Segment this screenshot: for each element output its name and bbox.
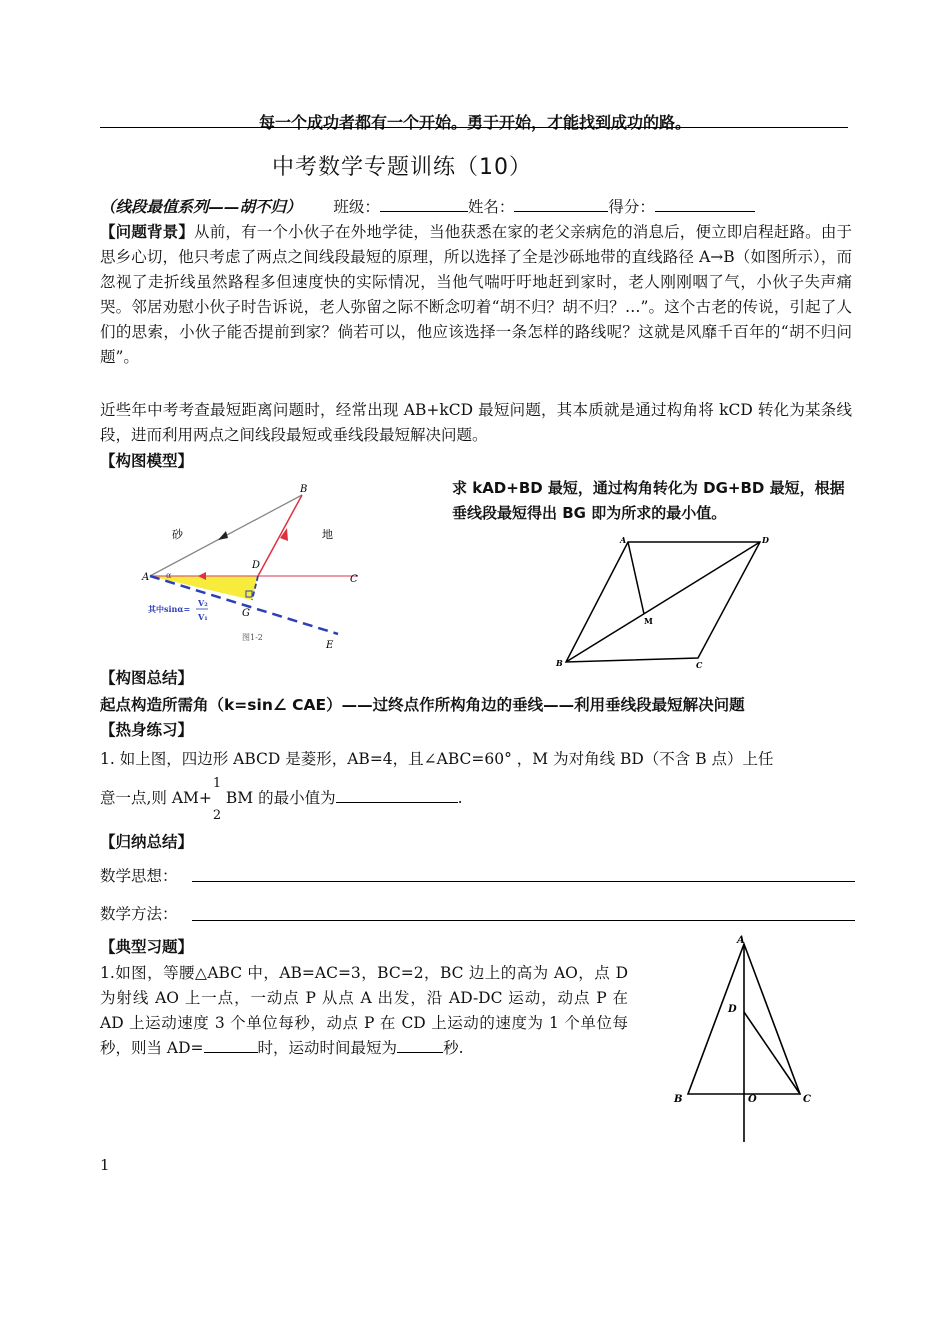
math-thought-line[interactable] — [192, 881, 855, 882]
score-blank[interactable] — [655, 195, 755, 212]
model-description: 求 kAD+BD 最短，通过构角转化为 DG+BD 最短，根据垂线段最短得出 BG 即为所求的最小值。 — [452, 479, 845, 522]
warmup-q1-line2 — [100, 776, 860, 823]
fraction-numerator: 1 — [212, 776, 222, 791]
header-rule — [100, 127, 848, 128]
math-method-line[interactable] — [192, 920, 855, 921]
conclusion-heading: 【归纳总结】 — [100, 833, 194, 851]
fig2-label-a: A — [620, 535, 627, 545]
page-title: 中考数学专题训练（10） — [272, 155, 532, 180]
class-blank[interactable] — [380, 195, 468, 212]
score-label: 得分： — [608, 198, 655, 216]
name-blank[interactable] — [514, 195, 608, 212]
summary-text: 起点构造所需角（k=sin∠ CAE）——过终点作所构角边的垂线——利用垂线段最短解决问题 — [100, 696, 745, 714]
math-method-label: 数学方法： — [100, 905, 178, 923]
fig1-caption: 图1-2 — [242, 633, 263, 642]
fraction-half — [212, 776, 226, 823]
fig1-label-sand: 砂 — [172, 528, 183, 541]
fig1-label-ground: 地 — [322, 528, 333, 541]
fig1-formula-prefix: 其中sinα= — [148, 604, 191, 614]
fig2-segment-am — [628, 542, 644, 614]
class-label: 班级： — [333, 198, 380, 216]
fig1-label-a: A — [142, 572, 150, 583]
typical-heading: 【典型习题】 — [100, 938, 194, 956]
series-label: （线段最值系列——胡不归） — [100, 198, 302, 216]
typical-q1-text-b: 时，运动时间最短为 — [257, 1039, 398, 1057]
fig2-label-b: B — [556, 658, 563, 668]
fig1-formula-den: V₁ — [198, 612, 208, 622]
fig1-label-g: G — [242, 608, 250, 619]
fraction-denominator: 2 — [212, 808, 222, 823]
fig3-label-c: C — [803, 1094, 811, 1105]
fig2-label-m: M — [644, 616, 653, 626]
warmup-answer-blank[interactable] — [336, 786, 458, 803]
background-heading: 【问题背景】 — [100, 223, 195, 241]
fig3-label-d: D — [728, 1004, 737, 1015]
header-motto: 每一个成功者都有一个开始。勇于开始，才能找到成功的路。 — [258, 113, 691, 132]
fig3-label-o: O — [748, 1094, 757, 1105]
warmup-heading: 【热身练习】 — [100, 721, 194, 739]
fig1-label-e: E — [326, 640, 334, 651]
math-thought-label: 数学思想： — [100, 867, 178, 885]
figure-isosceles — [670, 930, 830, 1150]
fig2-diagonal-bd — [566, 542, 760, 662]
typical-q1-text-a: 1.如图，等腰△ABC 中，AB=AC=3，BC=2，BC 边上的高为 AO，点 D 为射线 AO 上一点，一动点 P 从点 A 出发，沿 AD-DC 运动，动点 P 在 AD 上运动速度 3 个单位每秒，动点 P 在 CD 上运动的速度为 1 个单位每秒，则当 AD= — [100, 964, 628, 1057]
fig3-segment-dc — [744, 1012, 800, 1094]
typical-time-blank[interactable] — [397, 1036, 443, 1053]
warmup-q1-line1: 1. 如上图，四边形 ABCD 是菱形，AB=4，且∠ABC=60° ，M 为对角线 BD（不含 B 点）上任 — [100, 750, 774, 768]
fig3-label-b: B — [674, 1094, 683, 1105]
summary-heading: 【构图总结】 — [100, 669, 194, 687]
info-line — [100, 195, 860, 220]
warmup-q1-text-c: BM 的最小值为 — [225, 789, 336, 807]
model-heading: 【构图模型】 — [100, 452, 194, 470]
typical-q1-text-c: 秒. — [443, 1039, 464, 1057]
background-section — [100, 220, 852, 370]
name-label: 姓名： — [467, 198, 515, 216]
fig2-label-c: C — [696, 660, 703, 670]
figure-rhombus — [550, 530, 780, 670]
warmup-q1-end: . — [457, 789, 463, 807]
fig1-label-d: D — [252, 560, 261, 571]
background-text: 从前，有一个小伙子在外地学徒，当他获悉在家的老父亲病危的消息后，便立即启程赶路。由于思乡心切，他只考虑了两点之间线段最短的原理，所以选择了全是沙砾地带的直线路径 A→B（如图所示），而忽视了走折线虽然路程多但速度快的实际情况，当他气喘吁吁地赶到家时，老人刚刚咽了气，小伙子失声痛哭。邻居劝慰小伙子时告诉说，老人弥留之际不断念叨着“胡不归？胡不归？…”。这个古老的传说，引起了人们的思索，小伙子能否提前到家？倘若可以，他应该选择一条怎样的路线呢？这就是风靡千百年的“胡不归问题”。 — [100, 223, 852, 366]
fig1-arrow-ab — [218, 531, 228, 540]
typical-ad-blank[interactable] — [204, 1036, 258, 1053]
fig1-formula-num: V₂ — [198, 598, 208, 608]
fig1-label-alpha: α — [166, 571, 172, 580]
fig1-label-b: B — [300, 484, 308, 495]
background-text-2: 近些年中考考查最短距离问题时，经常出现 AB+kCD 最短问题，其本质就是通过构角将 kCD 转化为某条线段，进而利用两点之间线段最短或垂线段最短解决问题。 — [100, 401, 852, 444]
fig1-label-c: C — [350, 574, 358, 585]
fig2-label-d: D — [762, 535, 769, 545]
typical-q1 — [100, 961, 628, 1061]
warmup-q1-text-b: 意一点,则 AM+ — [100, 789, 212, 807]
page-number: 1 — [100, 1156, 110, 1174]
fig3-label-a: A — [737, 935, 745, 946]
figure-huburgui — [140, 478, 370, 658]
